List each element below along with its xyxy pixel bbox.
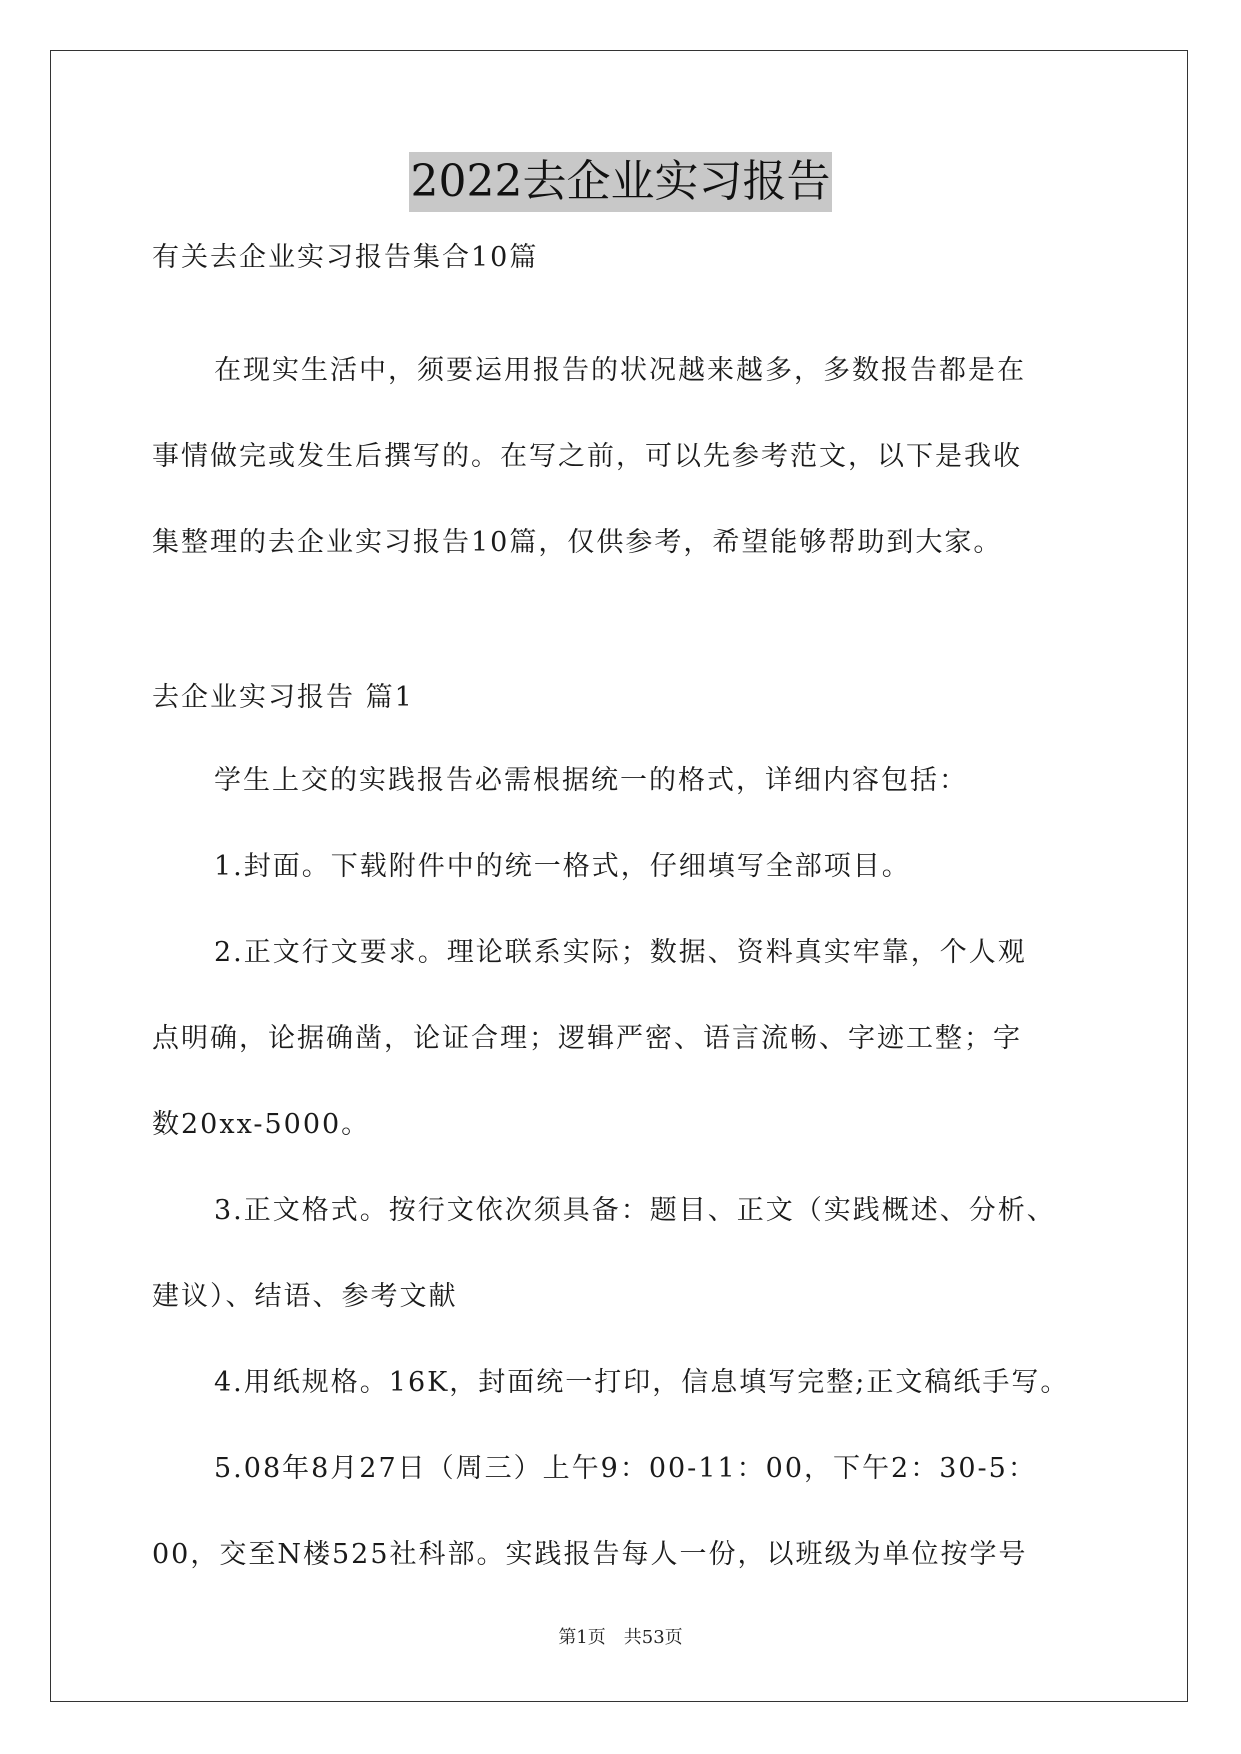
- section-heading: 去企业实习报告 篇1: [152, 682, 414, 713]
- body-line: 5.08年8月27日（周三）上午9：00-11：00，下午2：30-5：: [214, 1453, 1037, 1484]
- page-footer: 第1页 共53页: [558, 1627, 683, 1648]
- body-line: 2.正文行文要求。理论联系实际；数据、资料真实牢靠，个人观: [214, 937, 1027, 968]
- body-line: 1.封面。下载附件中的统一格式，仔细填写全部项目。: [214, 851, 911, 882]
- body-line: 3.正文格式。按行文依次须具备：题目、正文（实践概述、分析、: [214, 1195, 1056, 1226]
- body-line: 建议）、结语、参考文献: [152, 1281, 458, 1312]
- body-line: 00，交至N楼525社科部。实践报告每人一份，以班级为单位按学号: [152, 1539, 1028, 1570]
- body-line: 数20xx-5000。: [152, 1109, 371, 1140]
- document-title: 2022去企业实习报告: [409, 152, 833, 212]
- subtitle-line: 有关去企业实习报告集合10篇: [152, 242, 539, 273]
- body-line: 4.用纸规格。16K，封面统一打印，信息填写完整;正文稿纸手写。: [214, 1367, 1070, 1398]
- intro-paragraph-line-1: 在现实生活中，须要运用报告的状况越来越多，多数报告都是在: [214, 355, 1026, 386]
- body-line: 学生上交的实践报告必需根据统一的格式，详细内容包括：: [214, 765, 968, 796]
- body-line: 点明确，论据确凿，论证合理；逻辑严密、语言流畅、字迹工整；字: [152, 1023, 1022, 1054]
- title-container: [0, 152, 1241, 212]
- intro-paragraph-line-2: 事情做完或发生后撰写的。在写之前，可以先参考范文，以下是我收: [152, 441, 1022, 472]
- intro-paragraph-line-3: 集整理的去企业实习报告10篇，仅供参考，希望能够帮助到大家。: [152, 527, 1003, 558]
